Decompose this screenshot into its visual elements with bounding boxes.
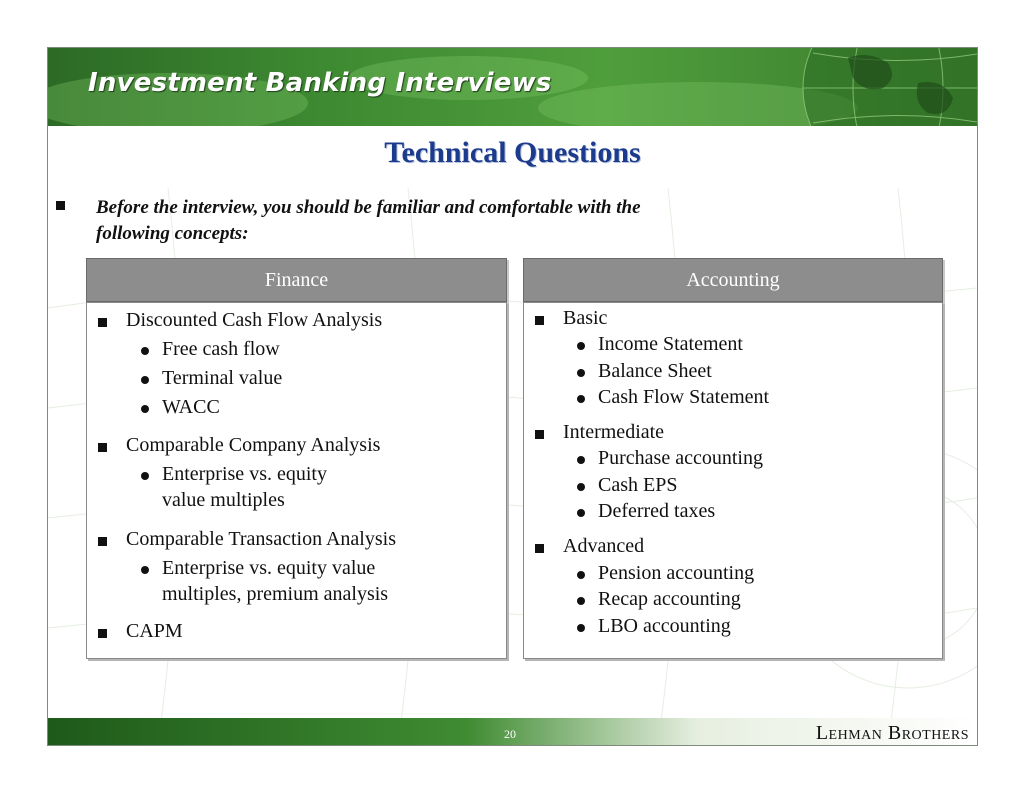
round-bullet-icon — [141, 566, 149, 574]
finance-item-capm: CAPM — [126, 620, 183, 642]
accounting-column-header: Accounting — [523, 258, 943, 302]
round-bullet-icon — [577, 456, 585, 464]
brand-logo-text: Lehman Brothers — [815, 722, 969, 744]
accounting-sub-item: LBO accounting — [598, 615, 731, 637]
accounting-sub-item: Balance Sheet — [598, 360, 712, 382]
finance-sub-item: Enterprise vs. equity — [162, 463, 327, 485]
square-bullet-icon — [535, 544, 544, 553]
accounting-sub-item: Recap accounting — [598, 588, 741, 610]
finance-sub-item: Free cash flow — [162, 338, 280, 360]
round-bullet-icon — [141, 472, 149, 480]
square-bullet-icon — [98, 629, 107, 638]
accounting-sub-item: Purchase accounting — [598, 447, 763, 469]
header-band — [48, 48, 977, 126]
square-bullet-icon — [98, 318, 107, 327]
square-bullet-icon — [98, 537, 107, 546]
finance-sub-item: Terminal value — [162, 367, 283, 389]
round-bullet-icon — [577, 509, 585, 517]
square-bullet-icon — [535, 430, 544, 439]
main-title: Investment Banking Interviews — [88, 68, 552, 98]
round-bullet-icon — [577, 483, 585, 491]
round-bullet-icon — [577, 395, 585, 403]
finance-sub-item: Enterprise vs. equity value — [162, 557, 376, 579]
accounting-sub-item: Income Statement — [598, 333, 743, 355]
accounting-sub-item: Pension accounting — [598, 562, 755, 584]
accounting-item-advanced: Advanced — [563, 535, 645, 557]
finance-column-header: Finance — [86, 258, 507, 302]
round-bullet-icon — [577, 342, 585, 350]
intro-line-2: following concepts: — [96, 223, 249, 244]
finance-item-comps: Comparable Company Analysis — [126, 434, 381, 456]
round-bullet-icon — [577, 597, 585, 605]
finance-sub-item-continued: multiples, premium analysis — [162, 583, 389, 605]
slide — [47, 47, 978, 746]
finance-item-dcf: Discounted Cash Flow Analysis — [126, 309, 383, 331]
intro-paragraph — [96, 195, 876, 247]
finance-sub-item: WACC — [162, 396, 220, 418]
round-bullet-icon — [577, 571, 585, 579]
slide-subtitle: Technical Questions — [384, 136, 641, 169]
intro-line-1: Before the interview, you should be familiar and comfortable with the — [96, 197, 641, 218]
accounting-sub-item: Cash EPS — [598, 474, 678, 496]
accounting-item-intermediate: Intermediate — [563, 421, 665, 443]
page-number: 20 — [504, 727, 516, 741]
accounting-sub-item: Cash Flow Statement — [598, 386, 770, 408]
square-bullet-icon — [56, 201, 65, 210]
accounting-sub-item: Deferred taxes — [598, 500, 716, 522]
finance-sub-item-continued: value multiples — [162, 489, 285, 511]
round-bullet-icon — [141, 347, 149, 355]
round-bullet-icon — [141, 376, 149, 384]
accounting-item-basic: Basic — [563, 307, 608, 329]
square-bullet-icon — [98, 443, 107, 452]
square-bullet-icon — [535, 316, 544, 325]
finance-item-precedents: Comparable Transaction Analysis — [126, 528, 396, 550]
round-bullet-icon — [577, 369, 585, 377]
round-bullet-icon — [577, 624, 585, 632]
round-bullet-icon — [141, 405, 149, 413]
